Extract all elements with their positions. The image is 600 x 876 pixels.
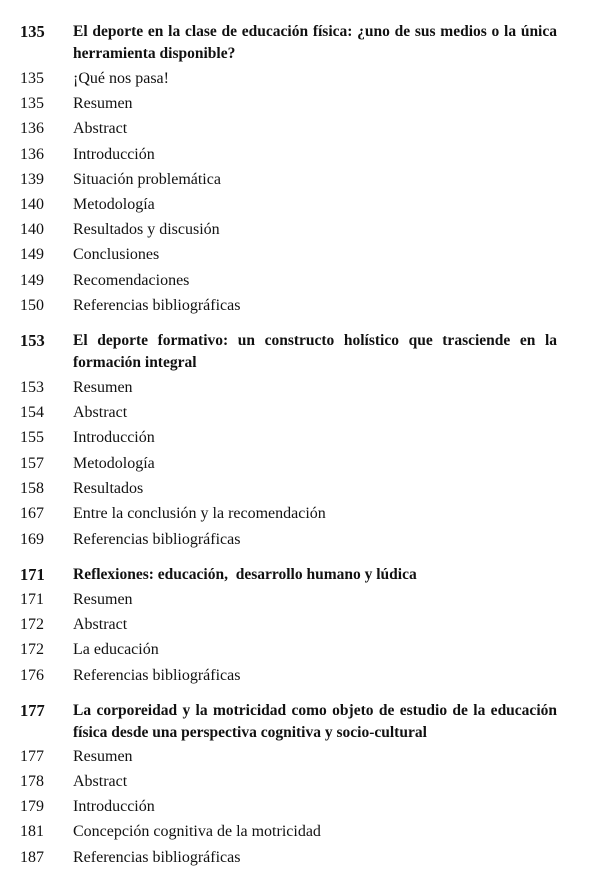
item-page-number: 176: [20, 667, 44, 684]
item-title: Resumen: [73, 379, 133, 396]
item-title: Resultados y discusión: [73, 221, 220, 238]
item-page-number: 178: [20, 773, 44, 790]
item-title: Resumen: [73, 748, 133, 765]
item-page-number: 158: [20, 480, 44, 497]
item-title: Abstract: [73, 773, 128, 790]
chapter-title: El deporte formativo: un constructo holístico que trasciende en la formación integral: [73, 332, 557, 371]
item-page-number: 155: [20, 429, 44, 446]
item-title: La educación: [73, 641, 159, 658]
item-page-number: 135: [20, 95, 44, 112]
chapter-title: Reflexiones: educación, desarrollo humano y lúdica: [73, 566, 417, 583]
item-title: Abstract: [73, 120, 128, 137]
item-title: Conclusiones: [73, 246, 160, 263]
item-title: Referencias bibliográficas: [73, 849, 241, 866]
item-title: ¡Qué nos pasa!: [73, 70, 169, 87]
chapter-page-number: 171: [20, 565, 45, 584]
item-title: Abstract: [73, 616, 128, 633]
item-title: Resumen: [73, 591, 133, 608]
item-title: Concepción cognitiva de la motricidad: [73, 823, 321, 840]
item-page-number: 140: [20, 221, 44, 238]
item-title: Resultados: [73, 480, 144, 497]
item-title: Referencias bibliográficas: [73, 297, 241, 314]
item-page-number: 179: [20, 798, 44, 815]
item-page-number: 167: [20, 505, 44, 522]
chapter-title: El deporte en la clase de educación física: ¿uno de sus medios o la única herramienta disponible?: [73, 23, 557, 62]
item-title: Introducción: [73, 798, 155, 815]
item-page-number: 150: [20, 297, 44, 314]
item-title: Metodología: [73, 196, 155, 213]
item-page-number: 172: [20, 641, 44, 658]
item-page-number: 154: [20, 404, 44, 421]
chapter-page-number: 135: [20, 22, 45, 41]
item-page-number: 140: [20, 196, 44, 213]
item-page-number: 149: [20, 272, 44, 289]
item-page-number: 169: [20, 531, 44, 548]
item-page-number: 181: [20, 823, 44, 840]
item-page-number: 171: [20, 591, 44, 608]
item-title: Metodología: [73, 455, 155, 472]
item-title: Referencias bibliográficas: [73, 667, 241, 684]
chapter-page-number: 153: [20, 331, 45, 350]
item-page-number: 177: [20, 748, 44, 765]
item-page-number: 172: [20, 616, 44, 633]
chapter-title: La corporeidad y la motricidad como objeto de estudio de la educación física desde una perspectiva cognitiva y socio-cultural: [73, 702, 557, 741]
item-title: Introducción: [73, 429, 155, 446]
item-page-number: 149: [20, 246, 44, 263]
item-title: Situación problemática: [73, 171, 221, 188]
item-title: Abstract: [73, 404, 128, 421]
chapter-page-number: 177: [20, 701, 45, 720]
item-title: Entre la conclusión y la recomendación: [73, 505, 326, 522]
item-title: Resumen: [73, 95, 133, 112]
item-page-number: 136: [20, 146, 44, 163]
item-page-number: 153: [20, 379, 44, 396]
item-title: Introducción: [73, 146, 155, 163]
item-page-number: 139: [20, 171, 44, 188]
item-title: Recomendaciones: [73, 272, 190, 289]
item-page-number: 135: [20, 70, 44, 87]
item-title: Referencias bibliográficas: [73, 531, 241, 548]
item-page-number: 136: [20, 120, 44, 137]
item-page-number: 157: [20, 455, 44, 472]
item-page-number: 187: [20, 849, 44, 866]
